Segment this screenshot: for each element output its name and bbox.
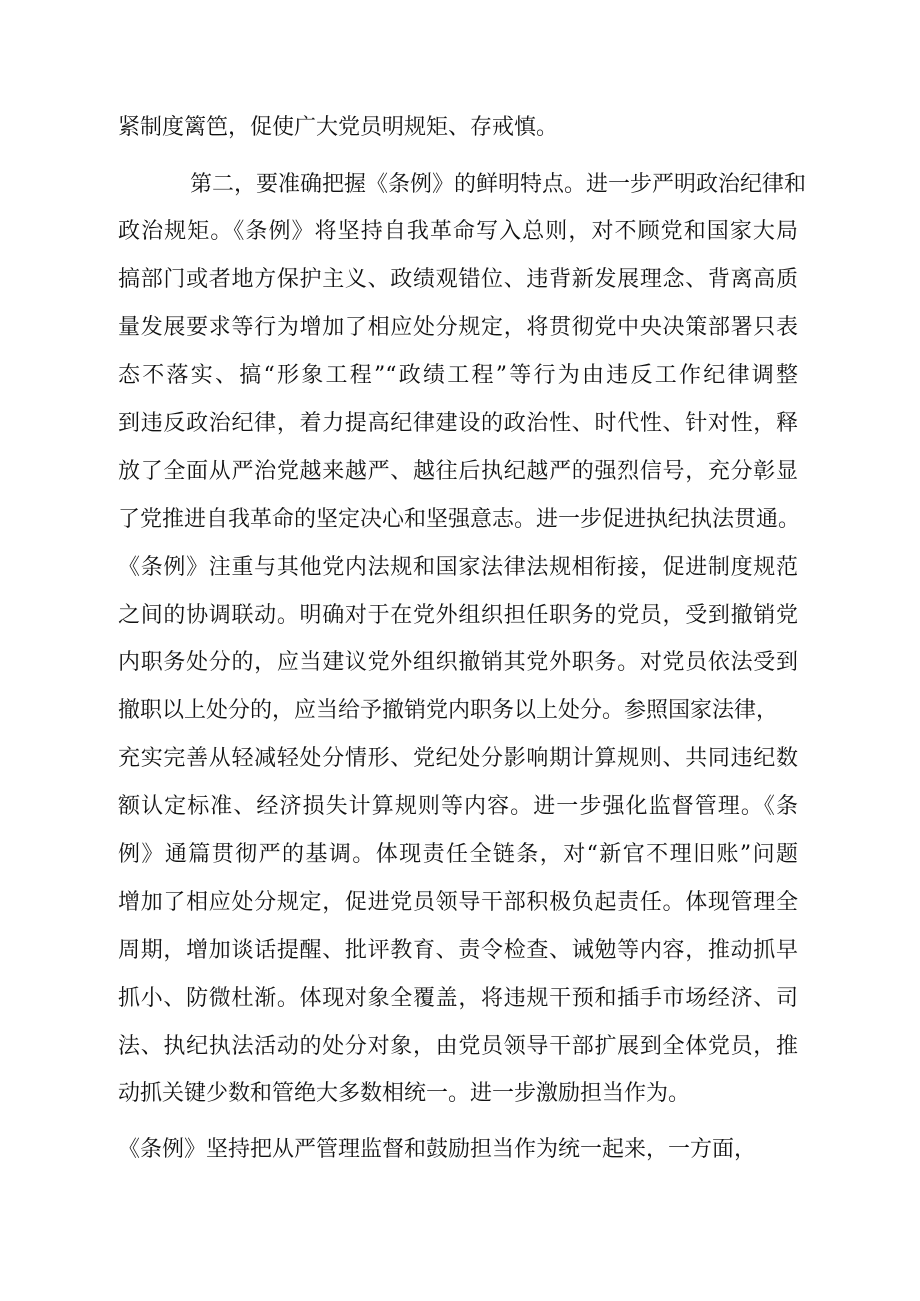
text-line: 搞部门或者地方保护主义、政绩观错位、违背新发展理念、背离高质 <box>118 267 798 292</box>
text-line: 放了全面从严治党越来越严、越往后执纪越严的强烈信号，充分彰显 <box>118 459 798 484</box>
text-line: 量发展要求等行为增加了相应处分规定，将贯彻党中央决策部署只表 <box>118 315 798 340</box>
text-line: 充实完善从轻减轻处分情形、党纪处分影响期计算规则、共同违纪数 <box>118 746 798 771</box>
text-line: 了党推进自我革命的坚定决心和坚强意志。进一步促进执纪执法贯通。 <box>118 507 801 532</box>
text-line: 额认定标准、经济损失计算规则等内容。进一步强化监督管理。《条 <box>118 794 798 819</box>
text-line: 第二，要准确把握《条例》的鲜明特点。进一步严明政治纪律和 <box>190 172 807 197</box>
text-line: 法、执纪执法活动的处分对象，由党员领导干部扩展到全体党员，推 <box>118 1034 798 1059</box>
text-line: 内职务处分的，应当建议党外组织撤销其党外职务。对党员依法受到 <box>118 650 798 675</box>
text-line: 例》通篇贯彻严的基调。体现责任全链条，对“新官不理旧账”问题 <box>118 842 798 867</box>
text-line: 动抓关键少数和管绝大多数相统一。进一步激励担当作为。 <box>118 1081 691 1106</box>
text-line: 态不落实、搞“形象工程”“政绩工程”等行为由违反工作纪律调整 <box>118 363 798 388</box>
text-line: 撤职以上处分的，应当给予撤销党内职务以上处分。参照国家法律， <box>118 698 779 723</box>
text-line: 到违反政治纪律，着力提高纪律建设的政治性、时代性、针对性，释 <box>118 411 798 436</box>
text-line: 周期，增加谈话提醒、批评教育、责令检查、诫勉等内容，推动抓早 <box>118 938 798 963</box>
text-line: 紧制度篱笆，促使广大党员明规矩、存戒慎。 <box>118 115 559 140</box>
text-line: 之间的协调联动。明确对于在党外组织担任职务的党员，受到撤销党 <box>118 603 798 628</box>
text-line: 《条例》注重与其他党内法规和国家法律法规相衔接，促进制度规范 <box>118 555 798 580</box>
text-line: 增加了相应处分规定，促进党员领导干部积极负起责任。体现管理全 <box>118 890 798 915</box>
text-line: 《条例》坚持把从严管理监督和鼓励担当作为统一起来，一方面， <box>118 1137 757 1162</box>
text-line: 政治规矩。《条例》将坚持自我革命写入总则，对不顾党和国家大局 <box>118 219 798 244</box>
text-line: 抓小、防微杜渐。体现对象全覆盖，将违规干预和插手市场经济、司 <box>118 986 798 1011</box>
